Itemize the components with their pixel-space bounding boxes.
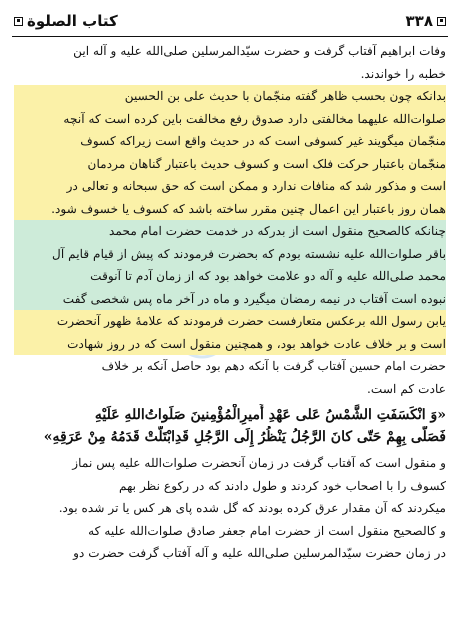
page-number-block [406,12,446,30]
header-rule [12,36,448,37]
book-title: کتاب الصلوة [27,12,118,30]
page-number: ۳۳۸ [405,12,433,30]
text-line: حضرت امام حسین آفتاب گرفت با آنکه دهم بود حاصل آنکه بر خلاف [101,359,446,373]
highlighted-line: منجّمان باعتبار حرکت فلک است و کسوف حدیث باعتبار گناهان مردمان [14,153,446,176]
highlighted-line: بدانکه چون بحسب ظاهر گفته منجّمان با حدیث علی بن الحسین [14,85,446,108]
paragraph [14,310,446,355]
square-ornament-icon [437,17,446,26]
page-header [14,8,446,34]
quran-line: «وَ انْكَسَفَتِ الشَّمْسُ عَلى عَهْدِ أَميرِالْمُؤْمِنينَ صَلَواتُ‌اللهِ عَلَيْهِ [94,407,446,423]
quran-verse [14,404,446,448]
text-line: در زمان حضرت سیّدالمرسلین صلی‌الله علیه و آله آفتاب گرفت حضرت دو [73,546,446,560]
highlighted-line: یابن رسول الله برعکس متعارفست حضرت فرمودند که علامهٔ ظهور آنحضرت [14,310,446,333]
highlighted-line: باقر صلوات‌الله علیه نشسته بودم که بحضرت فرمودند که پیش از قیام قایم آل [14,243,446,266]
highlighted-line: صلوات‌الله علیهما مخالفتی دارد صدوق رفع مخالفت باین کرده است که آنچه [14,108,446,131]
square-ornament-icon [14,17,23,26]
text-line: و کالصحیح منقول است از حضرت امام جعفر صادق صلوات‌الله علیه که [88,523,446,538]
text-line: و منقول است که آفتاب گرفت در زمان آنحضرت صلوات‌الله علیه پس نماز [72,456,446,470]
paragraph [14,85,446,220]
highlighted-line: منجّمان میگویند غیر کسوفی است که در حدیث واقع است زیراکه کسوف [14,130,446,153]
document-body [14,40,446,565]
highlighted-line: است و مذکور شد که منافات ندارد و ممکن است که حق سبحانه و تعالی در [14,175,446,198]
text-line: کسوف را با اصحاب خود کردند و طول دادند که در رکوع نظر بهم [118,478,446,493]
highlighted-line: است و بر خلاف عادت خواهد بود، و همچنین منقول است که در روز شهادت [14,333,446,356]
quran-line: فَصَلّى بِهِمْ حَتّى كانَ الرَّجُلُ يَنْظُرُ إِلَى الرَّجُلِ قَدِابْتَلَّتْ قَدَمُهُ مِنْ عَرَقِهِ» [43,429,446,445]
paragraph [14,220,446,310]
highlighted-line: نبوده است آفتاب در نیمه رمضان میگیرد و ماه در آخر ماه پس شخصی گفت [14,288,446,311]
paragraph [14,355,446,400]
book-title-block [14,12,118,30]
text-line: میکردند که آن مقدار عرق کرده بودند که گل شده پای هر کس یا تر شده بود. [58,501,446,515]
highlighted-line: محمد صلی‌الله علیه و آله دو علامت خواهد بود که از زمان آدم تا آنوقت [14,265,446,288]
highlighted-line: همان روز باعتبار این اعمال چنین مقرر ساخته باشد که کسوف یا خسوف شود. [14,198,446,221]
closing-paragraph [14,452,446,565]
paragraph [14,40,446,85]
text-line: خطبه را خواندند. [360,66,446,81]
text-line: وفات ابراهیم آفتاب گرفت و حضرت سیّدالمرسلین صلی‌الله علیه و آله این [73,44,446,58]
highlighted-line: چنانکه کالصحیح منقول است از بدرکه در خدمت حضرت امام محمد [14,220,446,243]
text-line: عادت کم است. [367,381,446,396]
